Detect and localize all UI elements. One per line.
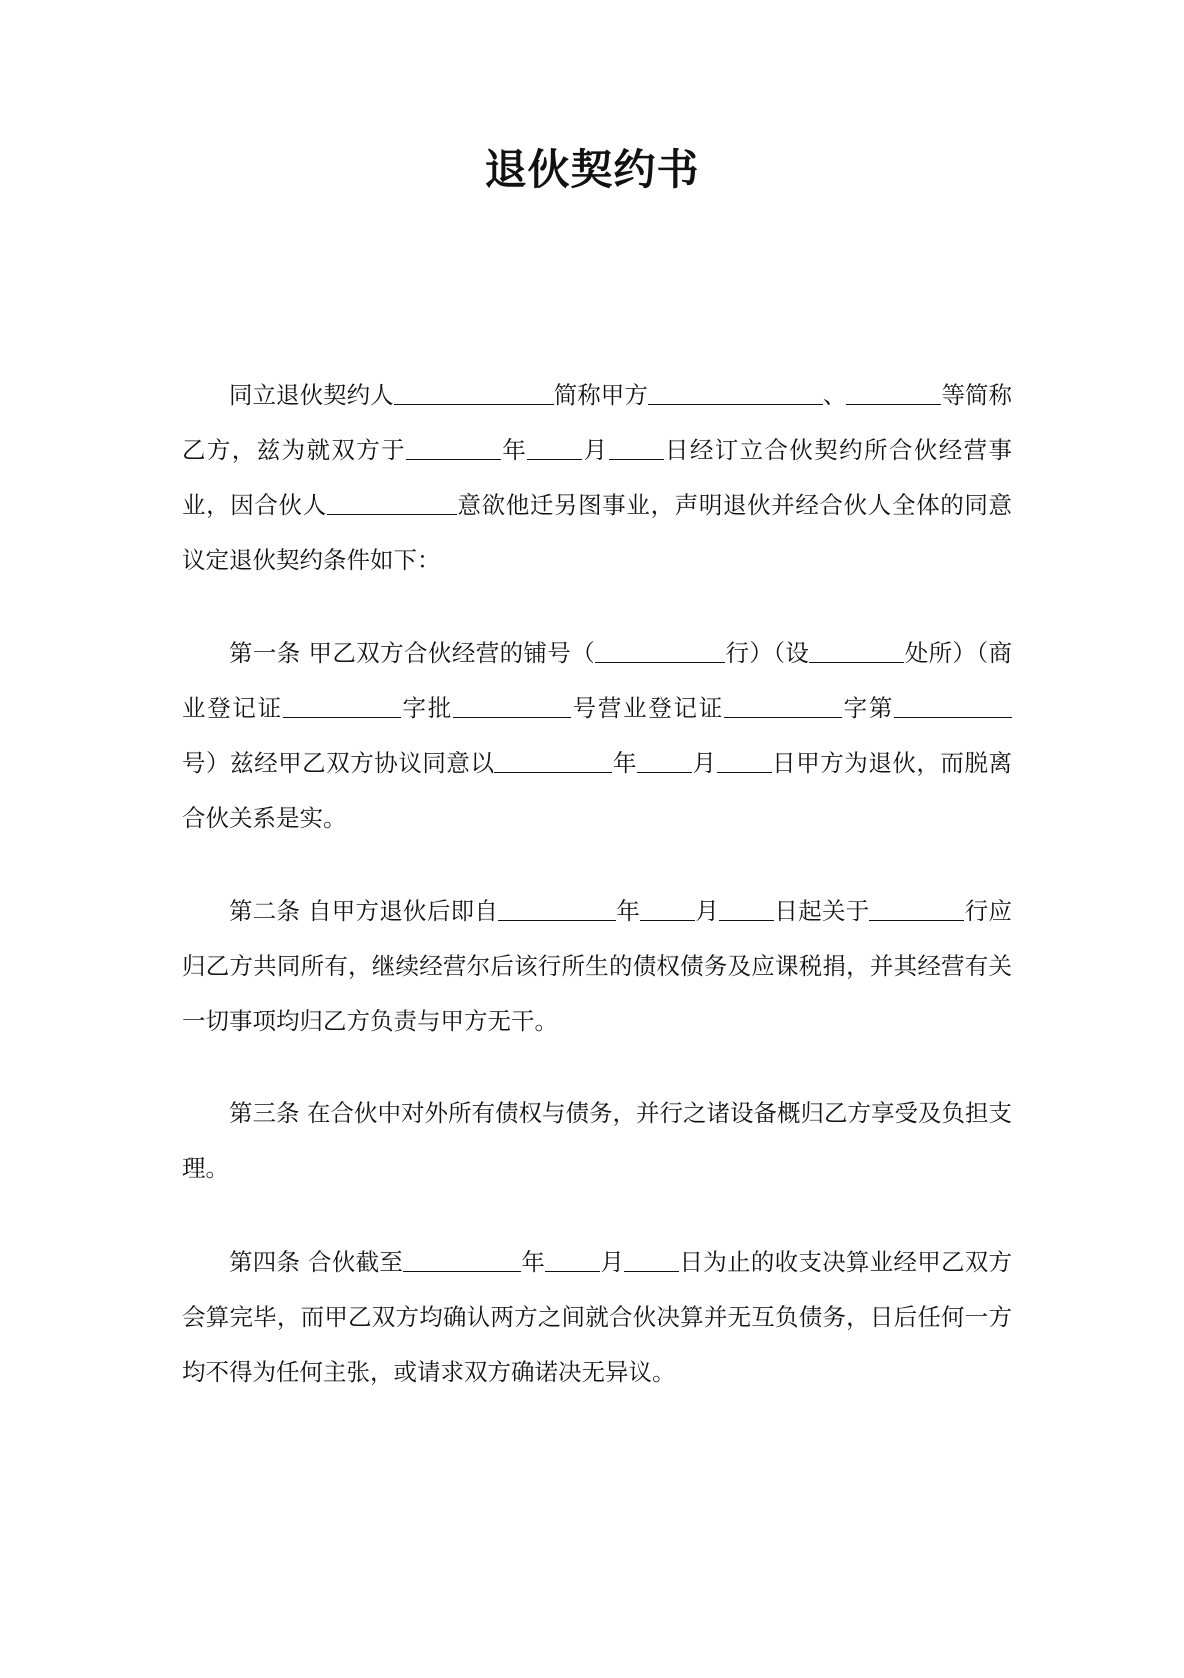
license-serial-blank — [894, 695, 1012, 718]
article-1-text-1: 第一条 甲乙双方合伙经营的铺号（ — [229, 639, 596, 667]
article-1-month-label: 月 — [692, 749, 717, 777]
article-4-text-2: 日为止的收支决算业经甲乙双方会算完毕，而甲乙双方均确认两方之间就合伙决算并无互负债务，日后任何一方均不得为任何主张，或请求双方确诺决无异议。 — [182, 1248, 1013, 1386]
article-2-month-blank — [640, 898, 695, 921]
article-1-text-3: 处所）（商业登记证 — [182, 639, 1013, 722]
intro-year-label: 年 — [501, 436, 528, 464]
intro-month-label: 月 — [582, 436, 609, 464]
article-4-paragraph — [182, 1235, 1012, 1400]
article-1-text-6: 字第 — [841, 694, 895, 722]
article-4-month-label: 月 — [600, 1248, 625, 1276]
party-a-name-blank — [394, 382, 554, 405]
article-4-month-blank — [545, 1249, 600, 1272]
article-4-day-blank — [624, 1249, 679, 1272]
firm-name-blank — [869, 898, 964, 921]
article-1-text-8: 日甲方为退伙，而脱离合伙关系是实。 — [182, 749, 1013, 832]
article-2-month-label: 月 — [695, 897, 720, 925]
party-b-name-blank — [846, 382, 941, 405]
article-1-paragraph — [182, 626, 1012, 846]
article-4-year-blank — [403, 1249, 521, 1272]
article-2-text-2: 日起关于 — [774, 897, 870, 925]
intro-text-3: 、 — [822, 381, 847, 409]
article-4-year-label: 年 — [521, 1248, 546, 1276]
article-1-month-blank — [637, 750, 692, 773]
article-3-paragraph: 第三条 在合伙中对外所有债权与债务，并行之诸设备概归乙方享受及负担支理。 — [182, 1099, 1012, 1182]
partner-name-blank — [327, 492, 457, 515]
article-1-text-4: 字批 — [400, 694, 453, 722]
intro-text-4: 等简称乙方，兹为就双方于 — [182, 381, 1013, 464]
intro-text-2: 简称甲方 — [553, 381, 648, 409]
article-1-text-7: 号）兹经甲乙双方协议同意以 — [182, 749, 495, 777]
article-1-text-2: 行）（设 — [725, 639, 810, 667]
article-1-year-blank — [494, 750, 612, 773]
shop-name-blank — [595, 640, 725, 663]
article-2-text-1: 第二条 自甲方退伙后即自 — [229, 897, 499, 925]
intro-text-6: 意欲他迁另图事业，声明退伙并经合伙人全体的同意议定退伙契约条件如下： — [182, 491, 1012, 574]
article-1-year-label: 年 — [612, 749, 638, 777]
article-2-year-blank — [498, 898, 616, 921]
article-1-day-blank — [717, 750, 772, 773]
party-a-abbrev-blank — [648, 382, 823, 405]
intro-text-1: 同立退伙契约人 — [229, 381, 394, 409]
article-2-day-blank — [719, 898, 774, 921]
intro-month-blank — [527, 437, 582, 460]
document-title: 退伙契约书 — [484, 145, 700, 194]
intro-text-5: 日经订立合伙契约所合伙经营事业，因合伙人 — [182, 436, 1013, 519]
location-blank — [809, 640, 904, 663]
intro-paragraph — [182, 368, 1012, 588]
article-2-year-label: 年 — [616, 897, 641, 925]
approval-number-blank — [453, 695, 571, 718]
intro-year-blank — [406, 437, 501, 460]
article-2-paragraph — [182, 884, 1012, 1049]
intro-day-blank — [609, 437, 664, 460]
article-1-text-5: 号营业登记证 — [570, 694, 724, 722]
article-2-text-3: 行应归乙方共同所有，继续经营尔后该行所生的债权债务及应课税捐，并其经营有关一切事项均归乙方负责与甲方无干。 — [182, 897, 1013, 1035]
article-4-text-1: 第四条 合伙截至 — [229, 1248, 404, 1276]
business-cert-blank — [283, 695, 401, 718]
license-number-blank — [724, 695, 842, 718]
